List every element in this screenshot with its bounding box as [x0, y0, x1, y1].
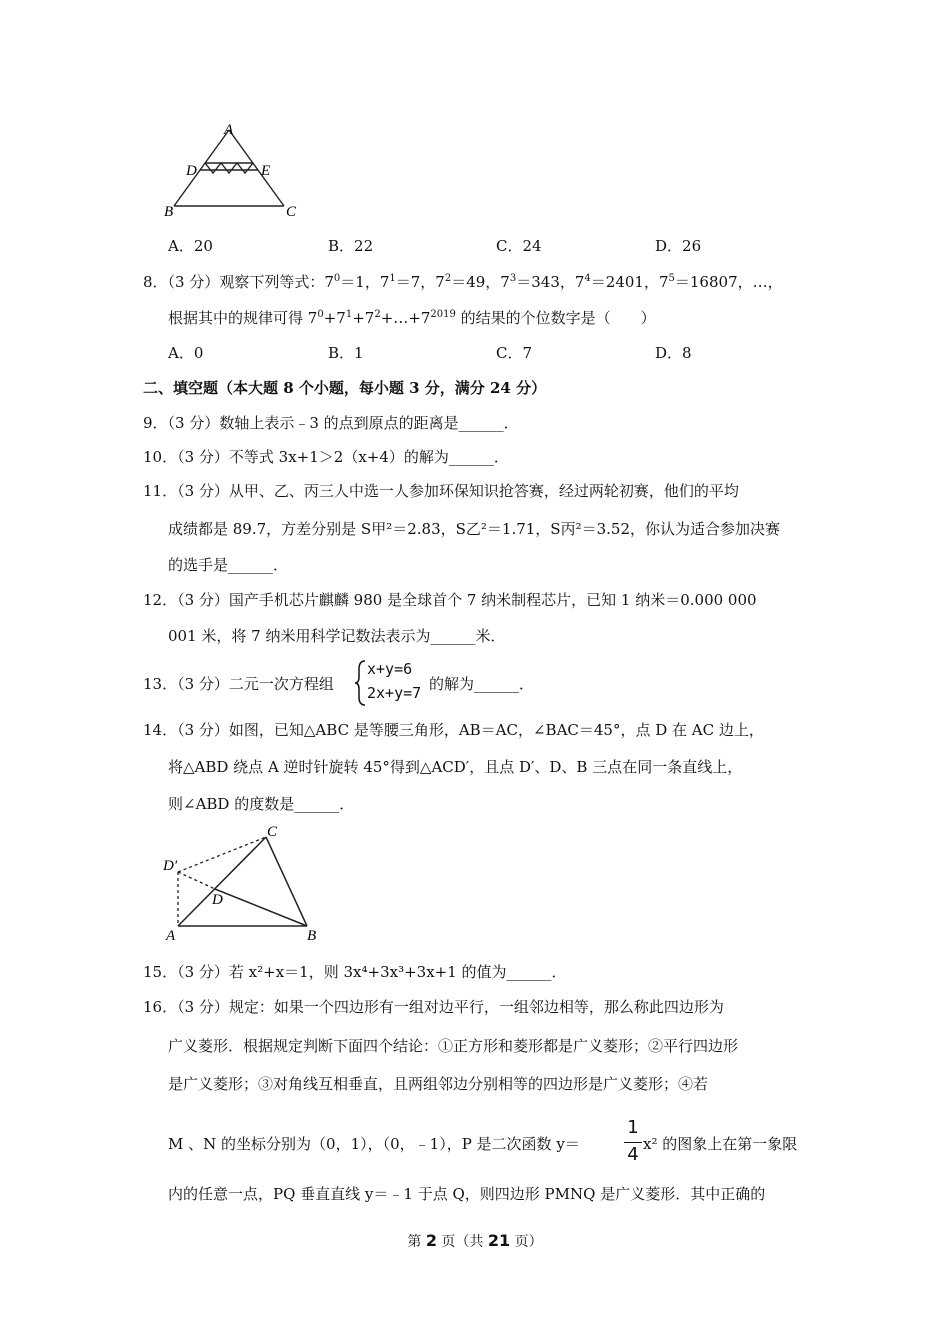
q11-line-2: 成绩都是 89.7，方差分别是 S甲²＝2.83，S乙²＝1.71，S丙²＝3.52，你认为适合参加决赛	[168, 520, 781, 538]
q10: 10．（3 分）不等式 3x+1＞2（x+4）的解为______．	[143, 448, 509, 466]
q8-option-b: B．1	[328, 344, 364, 362]
q16-line-5: 内的任意一点，PQ 垂直直线 y＝﹣1 于点 Q，则四边形 PMNQ 是广义菱形．其中正确的	[168, 1185, 766, 1203]
fraction-numerator: 1	[627, 1117, 639, 1138]
label-B2: B	[307, 928, 317, 944]
q11-line-3: 的选手是______．	[168, 556, 289, 574]
label-C2: C	[267, 824, 278, 840]
q16-line-4b: x² 的图象上在第一象限	[643, 1135, 798, 1153]
q13-prefix: 13．（3 分）二元一次方程组	[143, 675, 334, 693]
equation-2: 2x+y=7	[367, 684, 422, 702]
fraction-denominator: 4	[627, 1144, 639, 1165]
label-B: B	[164, 204, 174, 220]
section-heading: 二、填空题（本大题 8 个小题，每小题 3 分，满分 24 分）	[143, 379, 547, 397]
page-footer: 第 2 页（共 21 页）	[407, 1231, 543, 1250]
q16-line-3: 是广义菱形；③对角线互相垂直，且两组邻边分别相等的四边形是广义菱形；④若	[168, 1075, 709, 1093]
q8-option-a: A．0	[168, 344, 204, 362]
q8-line-2: 根据其中的规律可得 $7^0+7^1+7^2+\dots+7^{2019}$ 的结果的个位数字是（ ）	[168, 309, 656, 327]
q15: 15．（3 分）若 x²+x＝1，则 3x⁴+3x³+3x+1 的值为______．	[143, 963, 567, 981]
q16-line-4a: M 、N 的坐标分别为（0，1），（0，﹣1），P 是二次函数 y＝	[168, 1135, 580, 1153]
label-C: C	[286, 204, 297, 220]
fraction-bar	[624, 1142, 642, 1143]
label-A2: A	[166, 928, 176, 944]
q8-option-c: C．7	[496, 344, 533, 362]
q14-line-1: 14．（3 分）如图，已知△ABC 是等腰三角形，AB＝AC，∠BAC＝45°，点 D 在 AC 边上，	[143, 721, 764, 739]
q8-option-d: D．8	[655, 344, 692, 362]
q16-line-2: 广义菱形．根据规定判断下面四个结论：①正方形和菱形都是广义菱形；②平行四边形	[168, 1037, 739, 1055]
q12-line-1: 12．（3 分）国产手机芯片麒麟 980 是全球首个 7 纳米制程芯片，已知 1 纳米＝0.000 000	[143, 591, 757, 609]
q11-line-1: 11．（3 分）从甲、乙、丙三人中选一人参加环保知识抢答赛，经过两轮初赛，他们的平均	[143, 482, 739, 500]
q8-line-1: 8．（3 分）观察下列等式：$7^0=1$，$7^1=7$，$7^2=49$，$7^3=343$，$7^4=2401$，$7^5=16807$，…，	[143, 273, 783, 291]
label-D2: D	[212, 892, 223, 908]
q7-option-d: D．26	[655, 237, 702, 255]
equation-brace	[355, 659, 367, 707]
q7-option-a: A．20	[168, 237, 213, 255]
q13-suffix: 的解为______．	[429, 675, 535, 693]
q7-option-c: C．24	[496, 237, 542, 255]
q14-line-3: 则∠ABD 的度数是______．	[168, 795, 355, 813]
q14-line-2: 将△ABD 绕点 A 逆时针旋转 45°得到△ACD′，且点 D′、D、B 三点在同一条直线上，	[168, 758, 743, 776]
q12-line-2: 001 米，将 7 纳米用科学记数法表示为______米．	[168, 627, 506, 645]
label-D-prime: D′	[163, 858, 178, 874]
triangle-figure-1	[160, 120, 310, 220]
q7-option-b: B．22	[328, 237, 374, 255]
q9: 9．（3 分）数轴上表示﹣3 的点到原点的距离是______．	[143, 414, 519, 432]
equation-1: x+y=6	[367, 660, 413, 678]
label-D: D	[186, 163, 197, 179]
triangle-figure-2	[160, 820, 330, 945]
label-A: A	[224, 122, 234, 138]
label-E: E	[261, 163, 271, 179]
q16-line-1: 16．（3 分）规定：如果一个四边形有一组对边平行，一组邻边相等，那么称此四边形为	[143, 998, 724, 1016]
